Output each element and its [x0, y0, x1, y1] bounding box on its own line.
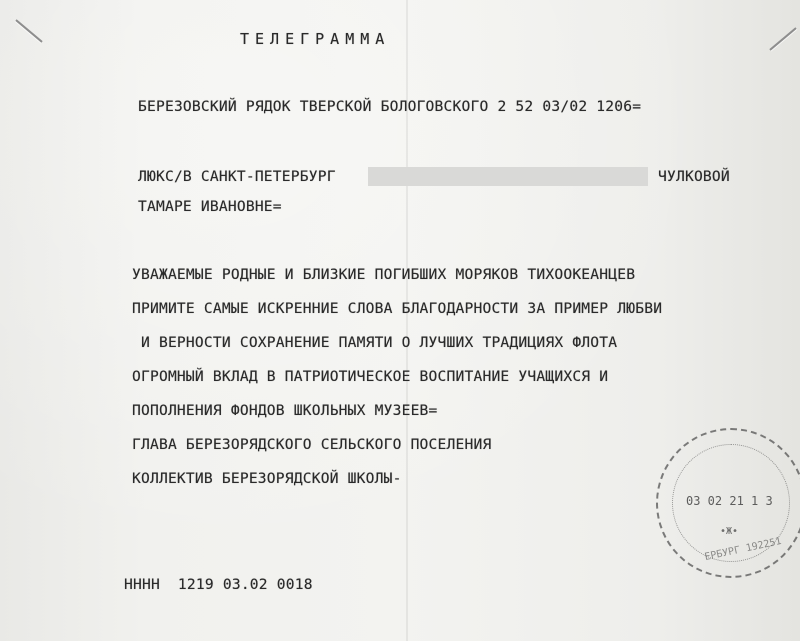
redacted-address — [368, 167, 648, 186]
route-line: БЕРЕЗОВСКИЙ РЯДОК ТВЕРСКОЙ БОЛОГОВСКОГО 2 52 03/02 1206= — [138, 98, 642, 115]
body-line: ПРИМИТЕ САМЫЕ ИСКРЕННИЕ СЛОВА БЛАГОДАРНОСТИ ЗА ПРИМЕР ЛЮБВИ — [132, 300, 663, 317]
paper-fold — [406, 0, 408, 641]
address-line-2: ТАМАРЕ ИВАНОВНЕ= — [138, 198, 282, 215]
staple-top-right — [769, 27, 796, 50]
stamp-date: 03 02 21 1 3 — [686, 494, 773, 508]
body-line: ПОПОЛНЕНИЯ ФОНДОВ ШКОЛЬНЫХ МУЗЕЕВ= — [132, 402, 438, 419]
stamp-code: •Ж• — [720, 526, 739, 537]
body-line: КОЛЛЕКТИВ БЕРЕЗОРЯДСКОЙ ШКОЛЫ- — [132, 470, 402, 487]
body-line: И ВЕРНОСТИ СОХРАНЕНИЕ ПАМЯТИ О ЛУЧШИХ ТРАДИЦИЯХ ФЛОТА — [132, 334, 618, 351]
body-line: ГЛАВА БЕРЕЗОРЯДСКОГО СЕЛЬСКОГО ПОСЕЛЕНИЯ — [132, 436, 492, 453]
footer-line: НННН 1219 03.02 0018 — [124, 576, 313, 593]
telegram-title: ТЕЛЕГРАММА — [240, 30, 391, 48]
stamp-arc-text: ЕРБУРГ 192251 — [703, 535, 783, 564]
recipient-surname: ЧУЛКОВОЙ — [658, 168, 730, 185]
address-line-1: ЛЮКС/В САНКТ-ПЕТЕРБУРГ — [138, 168, 336, 185]
body-line: УВАЖАЕМЫЕ РОДНЫЕ И БЛИЗКИЕ ПОГИБШИХ МОРЯКОВ ТИХООКЕАНЦЕВ — [132, 266, 636, 283]
body-line: ОГРОМНЫЙ ВКЛАД В ПАТРИОТИЧЕСКОЕ ВОСПИТАНИЕ УЧАЩИХСЯ И — [132, 368, 609, 385]
postal-stamp — [656, 428, 800, 578]
staple-top-left — [15, 19, 42, 42]
